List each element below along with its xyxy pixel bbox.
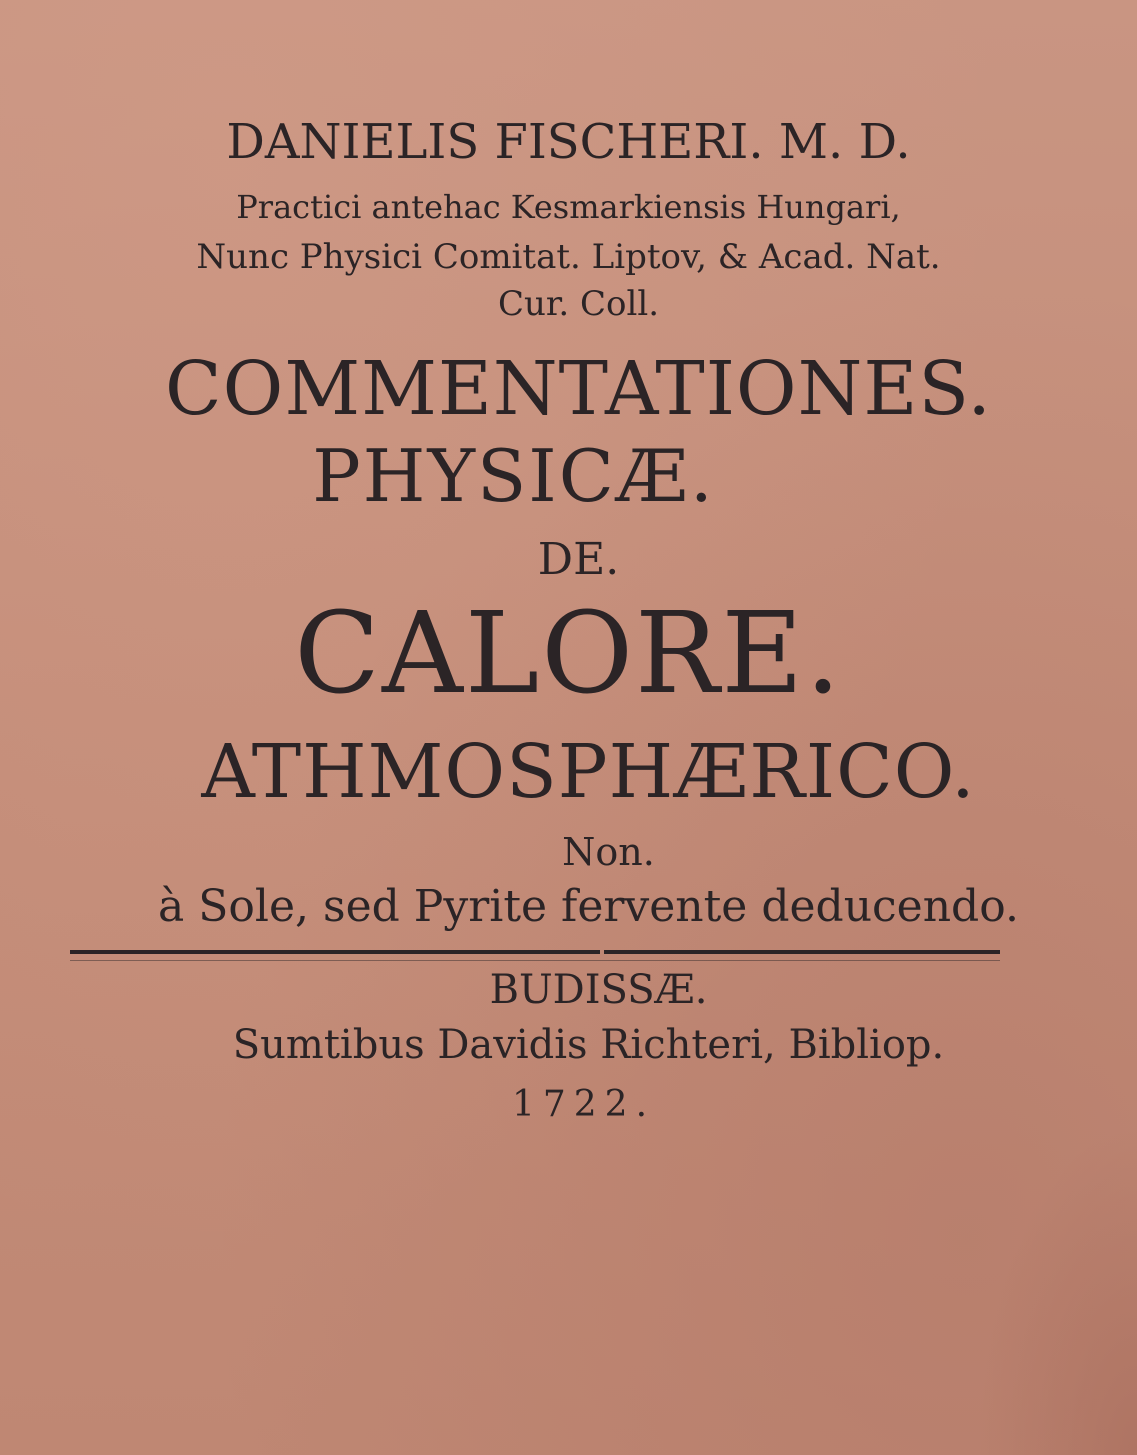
imprint-place: BUDISSÆ. — [489, 967, 708, 1013]
title-line-commentationes: COMMENTATIONES. — [165, 346, 992, 432]
title-line-physicae: PHYSICÆ. — [312, 434, 715, 518]
author-description-line-3: Cur. Coll. — [497, 284, 660, 324]
author-description-line-2: Nunc Physici Comitat. Liptov, & Acad. Nat. — [196, 237, 941, 277]
divider-rule-right — [604, 950, 1000, 954]
divider-rule-thin — [70, 960, 1000, 961]
subtitle-line-sole: à Sole, sed Pyrite fervente deducendo. — [158, 881, 1019, 932]
imprint-year: 1722. — [511, 1084, 656, 1125]
title-line-athmosphaerico: ATHMOSPHÆRICO. — [201, 729, 976, 815]
paper-stain — [977, 1125, 1137, 1455]
author-name: DANIELIS FISCHERI. M. D. — [226, 114, 911, 170]
title-line-de: DE. — [537, 534, 620, 585]
divider-rule-left — [70, 950, 600, 954]
title-line-calore: CALORE. — [294, 589, 843, 719]
author-description-line-1: Practici antehac Kesmarkiensis Hungari, — [236, 188, 901, 226]
subtitle-line-non: Non. — [562, 830, 655, 874]
imprint-publisher: Sumtibus Davidis Richteri, Bibliop. — [232, 1022, 945, 1068]
